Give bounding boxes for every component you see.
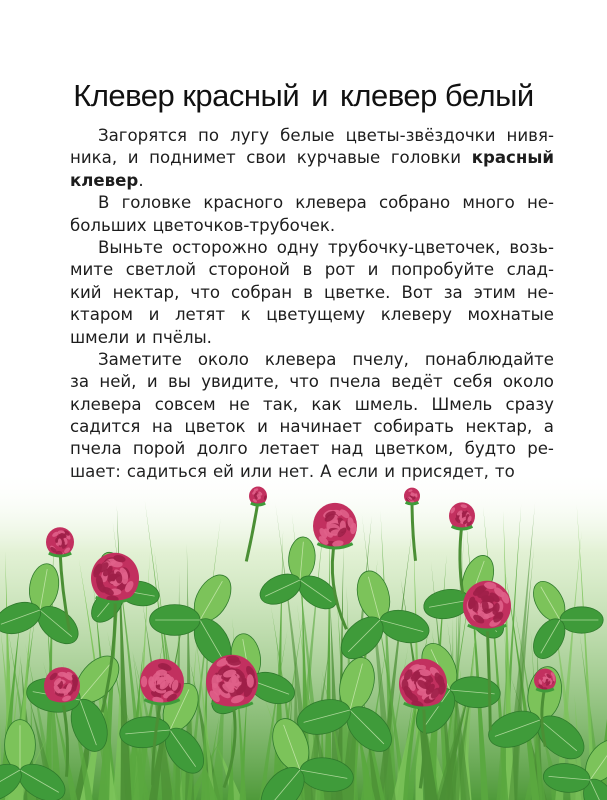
word: трубочку-цветочек,: [327, 237, 501, 257]
word: этим: [473, 282, 516, 302]
word: осторожно: [171, 237, 268, 257]
text-line: [70, 170, 554, 192]
word: вы: [167, 372, 191, 392]
word: Заметите: [98, 349, 182, 369]
word: долго: [196, 439, 248, 459]
word: головки: [390, 148, 462, 168]
word: возь-: [509, 237, 554, 257]
word: что: [190, 282, 221, 302]
word: рот: [324, 260, 356, 280]
bold-word: клевер: [70, 170, 139, 190]
word: ре-: [527, 439, 554, 459]
word: стороной: [208, 260, 290, 280]
word: ней,: [99, 372, 137, 392]
word: цветочков-трубочек.: [152, 215, 336, 235]
word: пчела: [70, 439, 122, 459]
text-line: [70, 304, 554, 326]
text-line: [70, 125, 554, 147]
word: совсем: [154, 394, 216, 414]
word: над: [330, 439, 364, 459]
text-line: [70, 147, 554, 169]
word: около: [197, 349, 249, 369]
word: нектар,: [112, 282, 180, 302]
word: как: [311, 394, 342, 414]
word: головке: [121, 193, 192, 213]
word: садится: [70, 417, 141, 437]
word: В: [98, 193, 110, 213]
word: много: [462, 193, 515, 213]
word: клеверу: [380, 305, 452, 325]
word: и: [257, 417, 268, 437]
word: белые: [280, 126, 335, 145]
word: цветущему: [266, 305, 366, 325]
body-text: [70, 125, 554, 483]
word: мохнатые: [467, 305, 554, 325]
word: сразу: [505, 394, 554, 414]
word: ника,: [70, 148, 118, 168]
word: Шмель: [431, 394, 493, 414]
text-line: [70, 215, 554, 237]
word: начинает: [279, 417, 362, 437]
text-line: [70, 371, 554, 393]
word: на: [151, 417, 173, 437]
word: красного: [203, 193, 284, 213]
word: цветы-звёздочки: [345, 126, 496, 145]
word: около: [502, 372, 554, 392]
word: цветком,: [374, 439, 454, 459]
word: будто: [464, 439, 516, 459]
word: пчела: [329, 372, 381, 392]
word: .: [138, 170, 144, 190]
word: понаблюдайте: [424, 349, 554, 369]
word: а: [543, 417, 554, 437]
word: пчелу,: [352, 349, 409, 369]
word: курчавые: [296, 148, 381, 168]
word: Загорятся: [98, 126, 187, 145]
word: кий: [70, 282, 102, 302]
word: шмель.: [354, 394, 419, 414]
word: в: [302, 260, 313, 280]
word: ведёт: [391, 372, 443, 392]
word: Вот: [401, 282, 433, 302]
text-line: [70, 282, 554, 304]
word: и: [367, 260, 379, 280]
word: собран: [231, 282, 293, 302]
word: клевера: [295, 193, 367, 213]
word: собирать: [373, 417, 454, 437]
text-line: [70, 259, 554, 281]
title-part-1: Клевер красный: [73, 78, 300, 113]
word: нивя-: [506, 126, 554, 145]
word: не: [228, 394, 250, 414]
word: собрано: [378, 193, 451, 213]
word: больших: [70, 215, 147, 235]
word: в: [303, 282, 313, 302]
title-part-2: и: [311, 78, 328, 113]
text-line: [70, 438, 554, 460]
word: клевера: [70, 394, 142, 414]
word: порой: [132, 439, 186, 459]
word: и: [127, 148, 139, 168]
word: и: [148, 305, 160, 325]
word: лугу: [230, 126, 270, 145]
word: и: [146, 372, 158, 392]
text-line: [70, 237, 554, 259]
word: мите: [70, 260, 114, 280]
word: по: [198, 126, 220, 145]
word: Выньте: [98, 237, 163, 257]
word: и: [135, 327, 147, 347]
text-line: [70, 416, 554, 438]
word: светлой: [125, 260, 197, 280]
word: нектар,: [465, 417, 533, 437]
word: цветок: [184, 417, 246, 437]
text-line: [70, 192, 554, 214]
word: увидите,: [201, 372, 279, 392]
bold-word: красный: [471, 148, 554, 168]
word: за: [70, 372, 89, 392]
word: не-: [526, 193, 554, 213]
word: ктаром: [70, 305, 134, 325]
word: что: [289, 372, 319, 392]
word: летает: [258, 439, 320, 459]
page-title: [0, 78, 607, 114]
word: цветке.: [323, 282, 391, 302]
clover-collar: [406, 502, 419, 504]
word: попробуйте: [390, 260, 495, 280]
word: к: [240, 305, 251, 325]
title-part-3: клевер белый: [339, 78, 534, 113]
word: клевера: [264, 349, 337, 369]
word: летят: [174, 305, 226, 325]
word: себя: [452, 372, 493, 392]
clover-meadow-illustration: [0, 470, 607, 800]
text-line: [70, 349, 554, 371]
word: шмели: [70, 327, 130, 347]
text-line: [70, 394, 554, 416]
text-line: [70, 327, 554, 349]
word: пчёлы.: [152, 327, 212, 347]
word: свои: [246, 148, 287, 168]
word: за: [443, 282, 463, 302]
word: слад-: [506, 260, 554, 280]
word: так,: [263, 394, 299, 414]
word: не-: [526, 282, 554, 302]
word: одну: [276, 237, 319, 257]
word: поднимет: [149, 148, 236, 168]
